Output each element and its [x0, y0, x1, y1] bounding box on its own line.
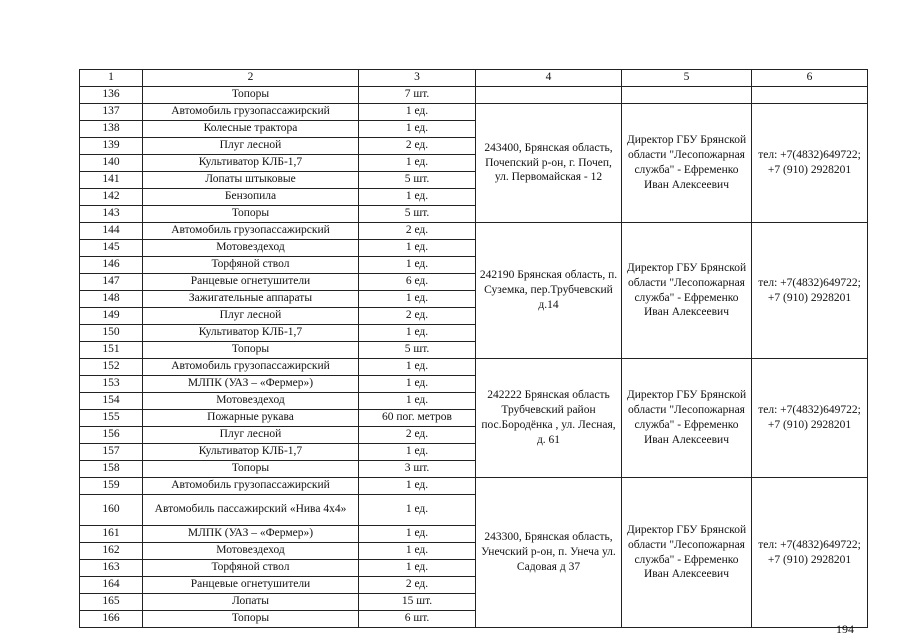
item-quantity: 1 ед.: [359, 495, 476, 526]
header-cell: 5: [622, 70, 752, 87]
contact-cell: тел: +7(4832)649722; +7 (910) 2928201: [752, 104, 868, 223]
page-number: 194: [836, 622, 854, 636]
item-name: Торфяной ствол: [143, 257, 359, 274]
item-name: Культиватор КЛБ-1,7: [143, 325, 359, 342]
address-cell: 242190 Брянская область, п. Суземка, пер.Трубчевский д.14: [476, 223, 622, 359]
header-cell: 6: [752, 70, 868, 87]
item-name: Плуг лесной: [143, 308, 359, 325]
item-name: Зажигательные аппараты: [143, 291, 359, 308]
item-name: Культиватор КЛБ-1,7: [143, 155, 359, 172]
item-name: Ранцевые огнетушители: [143, 274, 359, 291]
row-number: 166: [80, 611, 143, 628]
item-name: Автомобиль грузопассажирский: [143, 359, 359, 376]
table-row: [80, 478, 868, 495]
address-cell: 243400, Брянская область, Почепский р-он, г. Почеп, ул. Первомайская - 12: [476, 104, 622, 223]
item-name: Автомобиль грузопассажирский: [143, 104, 359, 121]
row-number: 141: [80, 172, 143, 189]
row-number: 143: [80, 206, 143, 223]
item-quantity: 60 пог. метров: [359, 410, 476, 427]
item-quantity: 2 ед.: [359, 223, 476, 240]
header-cell: 3: [359, 70, 476, 87]
item-quantity: 1 ед.: [359, 240, 476, 257]
item-quantity: 2 ед.: [359, 138, 476, 155]
address-cell: 243300, Брянская область, Унечский р-он, п. Унеча ул. Садовая д 37: [476, 478, 622, 628]
contact-cell: тел: +7(4832)649722; +7 (910) 2928201: [752, 359, 868, 478]
item-quantity: 1 ед.: [359, 393, 476, 410]
item-name: Плуг лесной: [143, 138, 359, 155]
responsible-cell: Директор ГБУ Брянской области "Лесопожарная служба" - Ефременко Иван Алексеевич: [622, 478, 752, 628]
row-number: 158: [80, 461, 143, 478]
row-number: 144: [80, 223, 143, 240]
item-name: Лопаты штыковые: [143, 172, 359, 189]
item-quantity: 1 ед.: [359, 543, 476, 560]
item-quantity: 1 ед.: [359, 189, 476, 206]
item-name: Топоры: [143, 461, 359, 478]
item-name: Автомобиль грузопассажирский: [143, 478, 359, 495]
header-row: [80, 70, 868, 87]
item-quantity: 2 ед.: [359, 577, 476, 594]
item-name: Топоры: [143, 342, 359, 359]
inventory-table: [79, 69, 868, 628]
item-name: МЛПК (УАЗ – «Фермер»): [143, 376, 359, 393]
row-number: 155: [80, 410, 143, 427]
responsible-cell: Директор ГБУ Брянской области "Лесопожарная служба" - Ефременко Иван Алексеевич: [622, 104, 752, 223]
row-number: 137: [80, 104, 143, 121]
row-number: 142: [80, 189, 143, 206]
row-number: 154: [80, 393, 143, 410]
header-cell: 1: [80, 70, 143, 87]
item-name: Топоры: [143, 87, 359, 104]
row-number: 146: [80, 257, 143, 274]
row-number: 153: [80, 376, 143, 393]
header-cell: 4: [476, 70, 622, 87]
item-quantity: 1 ед.: [359, 121, 476, 138]
item-name: Культиватор КЛБ-1,7: [143, 444, 359, 461]
item-name: Мотовездеход: [143, 543, 359, 560]
item-quantity: 1 ед.: [359, 291, 476, 308]
item-name: Автомобиль пассажирский «Нива 4х4»: [143, 495, 359, 526]
table-row: [80, 87, 868, 104]
item-quantity: 5 шт.: [359, 342, 476, 359]
table-row: [80, 359, 868, 376]
row-number: 162: [80, 543, 143, 560]
row-number: 152: [80, 359, 143, 376]
address-cell: 242222 Брянская область Трубчевский район пос.Бородёнка , ул. Лесная, д. 61: [476, 359, 622, 478]
row-number: 163: [80, 560, 143, 577]
row-number: 147: [80, 274, 143, 291]
item-quantity: 1 ед.: [359, 325, 476, 342]
item-quantity: 1 ед.: [359, 104, 476, 121]
item-name: Ранцевые огнетушители: [143, 577, 359, 594]
item-quantity: 5 шт.: [359, 206, 476, 223]
table-row: [80, 104, 868, 121]
item-name: МЛПК (УАЗ – «Фермер»): [143, 526, 359, 543]
row-number: 138: [80, 121, 143, 138]
header-cell: 2: [143, 70, 359, 87]
item-quantity: 5 шт.: [359, 172, 476, 189]
row-number: 165: [80, 594, 143, 611]
item-quantity: 1 ед.: [359, 359, 476, 376]
row-number: 150: [80, 325, 143, 342]
item-name: Плуг лесной: [143, 427, 359, 444]
item-quantity: 15 шт.: [359, 594, 476, 611]
row-number: 156: [80, 427, 143, 444]
item-name: Топоры: [143, 611, 359, 628]
item-quantity: 1 ед.: [359, 444, 476, 461]
responsible-cell: Директор ГБУ Брянской области "Лесопожарная служба" - Ефременко Иван Алексеевич: [622, 223, 752, 359]
item-quantity: 2 ед.: [359, 308, 476, 325]
row-number: 149: [80, 308, 143, 325]
empty-cell: [622, 87, 752, 104]
row-number: 157: [80, 444, 143, 461]
item-quantity: 7 шт.: [359, 87, 476, 104]
item-quantity: 1 ед.: [359, 526, 476, 543]
item-name: Автомобиль грузопассажирский: [143, 223, 359, 240]
empty-cell: [752, 87, 868, 104]
row-number: 164: [80, 577, 143, 594]
row-number: 151: [80, 342, 143, 359]
row-number: 148: [80, 291, 143, 308]
item-quantity: 3 шт.: [359, 461, 476, 478]
row-number: 159: [80, 478, 143, 495]
item-name: Мотовездеход: [143, 393, 359, 410]
item-quantity: 1 ед.: [359, 560, 476, 577]
row-number: 160: [80, 495, 143, 526]
item-quantity: 2 ед.: [359, 427, 476, 444]
table-row: [80, 223, 868, 240]
item-quantity: 1 ед.: [359, 155, 476, 172]
item-quantity: 1 ед.: [359, 257, 476, 274]
item-name: Колесные трактора: [143, 121, 359, 138]
row-number: 136: [80, 87, 143, 104]
contact-cell: тел: +7(4832)649722; +7 (910) 2928201: [752, 223, 868, 359]
item-quantity: 6 шт.: [359, 611, 476, 628]
item-name: Бензопила: [143, 189, 359, 206]
row-number: 161: [80, 526, 143, 543]
row-number: 140: [80, 155, 143, 172]
contact-cell: тел: +7(4832)649722; +7 (910) 2928201: [752, 478, 868, 628]
item-name: Лопаты: [143, 594, 359, 611]
item-name: Топоры: [143, 206, 359, 223]
item-quantity: 1 ед.: [359, 478, 476, 495]
item-quantity: 6 ед.: [359, 274, 476, 291]
item-name: Торфяной ствол: [143, 560, 359, 577]
empty-cell: [476, 87, 622, 104]
responsible-cell: Директор ГБУ Брянской области "Лесопожарная служба" - Ефременко Иван Алексеевич: [622, 359, 752, 478]
row-number: 145: [80, 240, 143, 257]
item-quantity: 1 ед.: [359, 376, 476, 393]
item-name: Мотовездеход: [143, 240, 359, 257]
row-number: 139: [80, 138, 143, 155]
item-name: Пожарные рукава: [143, 410, 359, 427]
